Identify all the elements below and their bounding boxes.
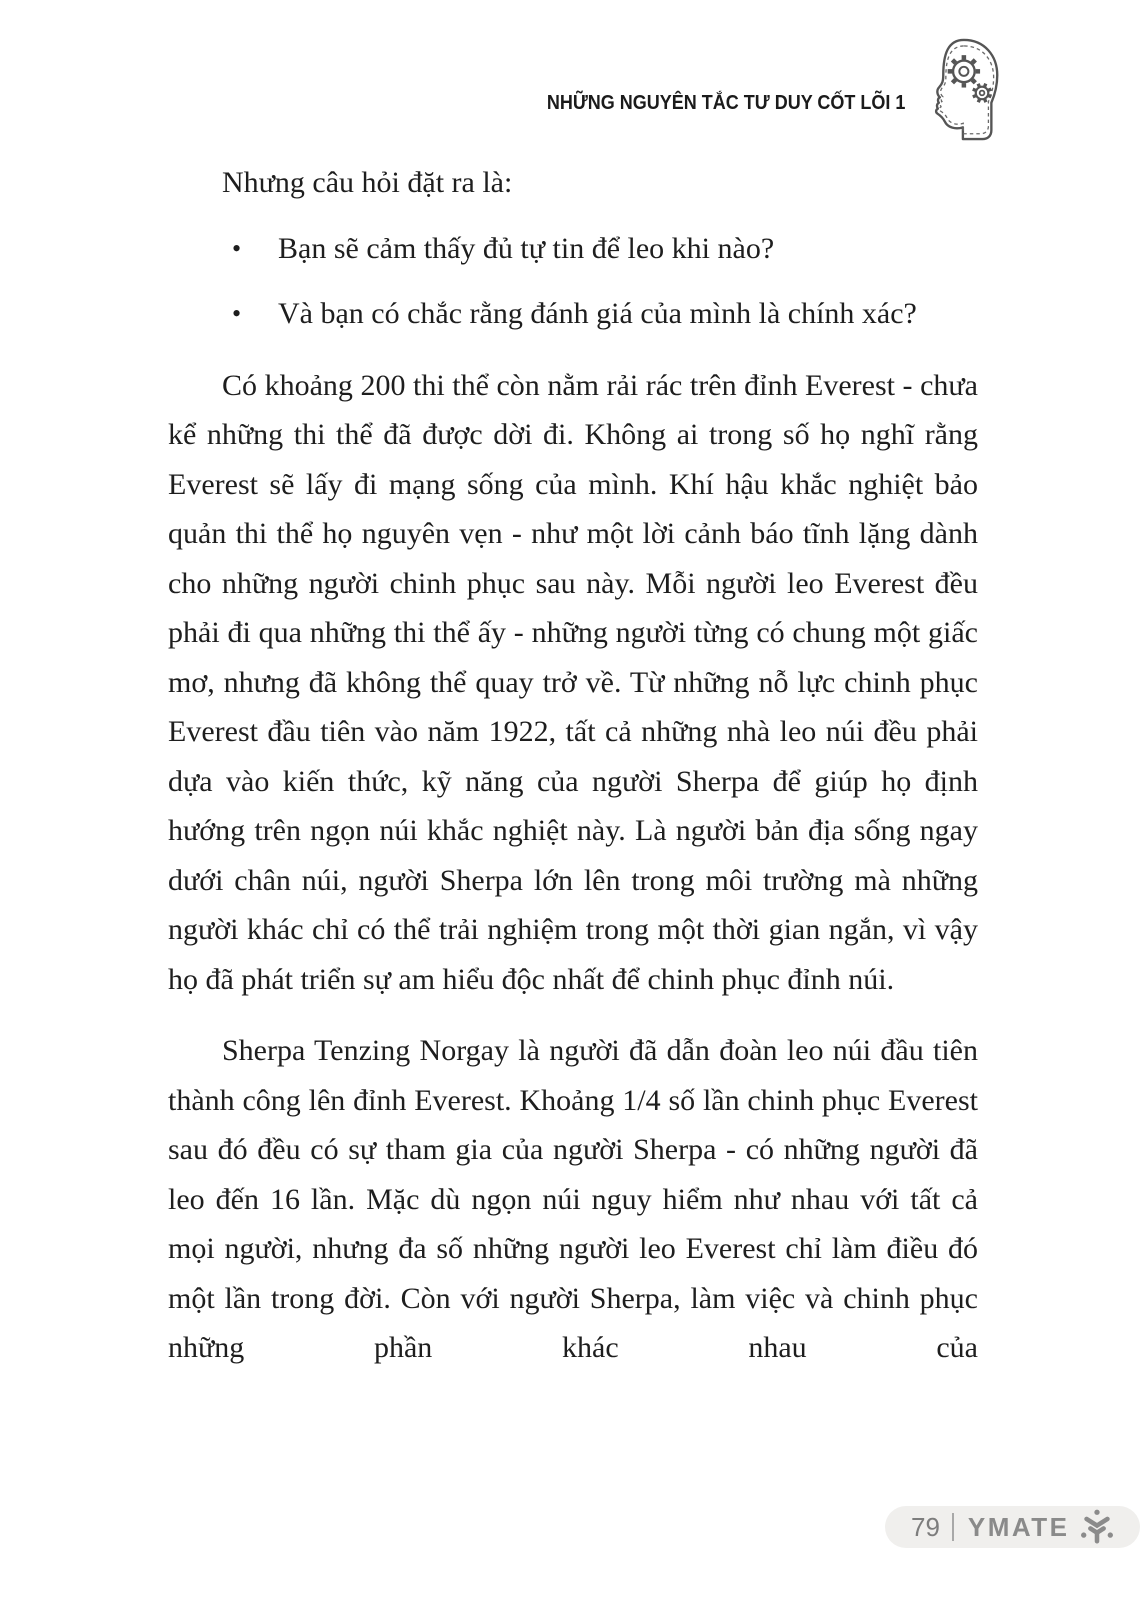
intro-paragraph: Nhưng câu hỏi đặt ra là: (222, 166, 513, 199)
bullet-marker: • (232, 299, 242, 328)
body-paragraph: Có khoảng 200 thi thể còn nằm rải rác trên đỉnh Everest - chưa kể những thi thể đã được dời đi. Không ai trong số họ nghĩ rằng Everest sẽ lấy đi mạng sống của mình. Khí hậu khắc nghiệt bảo quản thi thể họ nguyên vẹn - như một lời cảnh báo tĩnh lặng dành cho những người chinh phục sau này. Mỗi người leo Everest đều phải đi qua những thi thể ấy - những người từng có chung một giấc mơ, nhưng đã không thể quay trở về. Từ những nỗ lực chinh phục Everest đầu tiên vào năm 1922, tất cả những nhà leo núi đều phải dựa vào kiến thức, kỹ năng của người Sherpa để giúp họ định hướng trên ngọn núi khắc nghiệt này. Là người bản địa sống ngay dưới chân núi, người Sherpa lớn lên trong môi trường mà những người khác chỉ có thể trải nghiệm trong một thời gian ngắn, vì vậy họ đã phát triển sự am hiểu độc nhất để chinh phục đỉnh núi. (168, 368, 978, 996)
brand-name: YMATE (967, 1511, 1070, 1542)
page-content (168, 158, 978, 1373)
head-gears-icon (912, 36, 1002, 144)
chapter-title: NHỮNG NGUYÊN TẮC TƯ DUY CỐT LÕI 1 (546, 92, 905, 114)
page-number: 79 (911, 1511, 940, 1542)
bullet-text: Bạn sẽ cảm thấy đủ tự tin để leo khi nào? (278, 231, 775, 265)
ymate-logo-icon (1078, 1508, 1116, 1546)
bullet-text: Và bạn có chắc rằng đánh giá của mình là chính xác? (278, 297, 917, 330)
footer-divider (952, 1513, 954, 1541)
body-paragraph: Sherpa Tenzing Norgay là người đã dẫn đoàn leo núi đầu tiên thành công lên đỉnh Everest. Khoảng 1/4 số lần chinh phục Everest sau đó đều có sự tham gia của người Sherpa - có những người đã leo đến 16 lần. Mặc dù ngọn núi nguy hiểm như nhau với tất cả mọi người, nhưng đa số những người leo Everest chỉ làm điều đó một lần trong đời. Còn với người Sherpa, làm việc và chinh phục những phần khác nhau của (168, 1034, 978, 1364)
bullet-marker: • (232, 233, 242, 263)
bullet-item (168, 224, 978, 274)
bullet-item (168, 289, 978, 339)
page-footer (885, 1506, 1140, 1548)
